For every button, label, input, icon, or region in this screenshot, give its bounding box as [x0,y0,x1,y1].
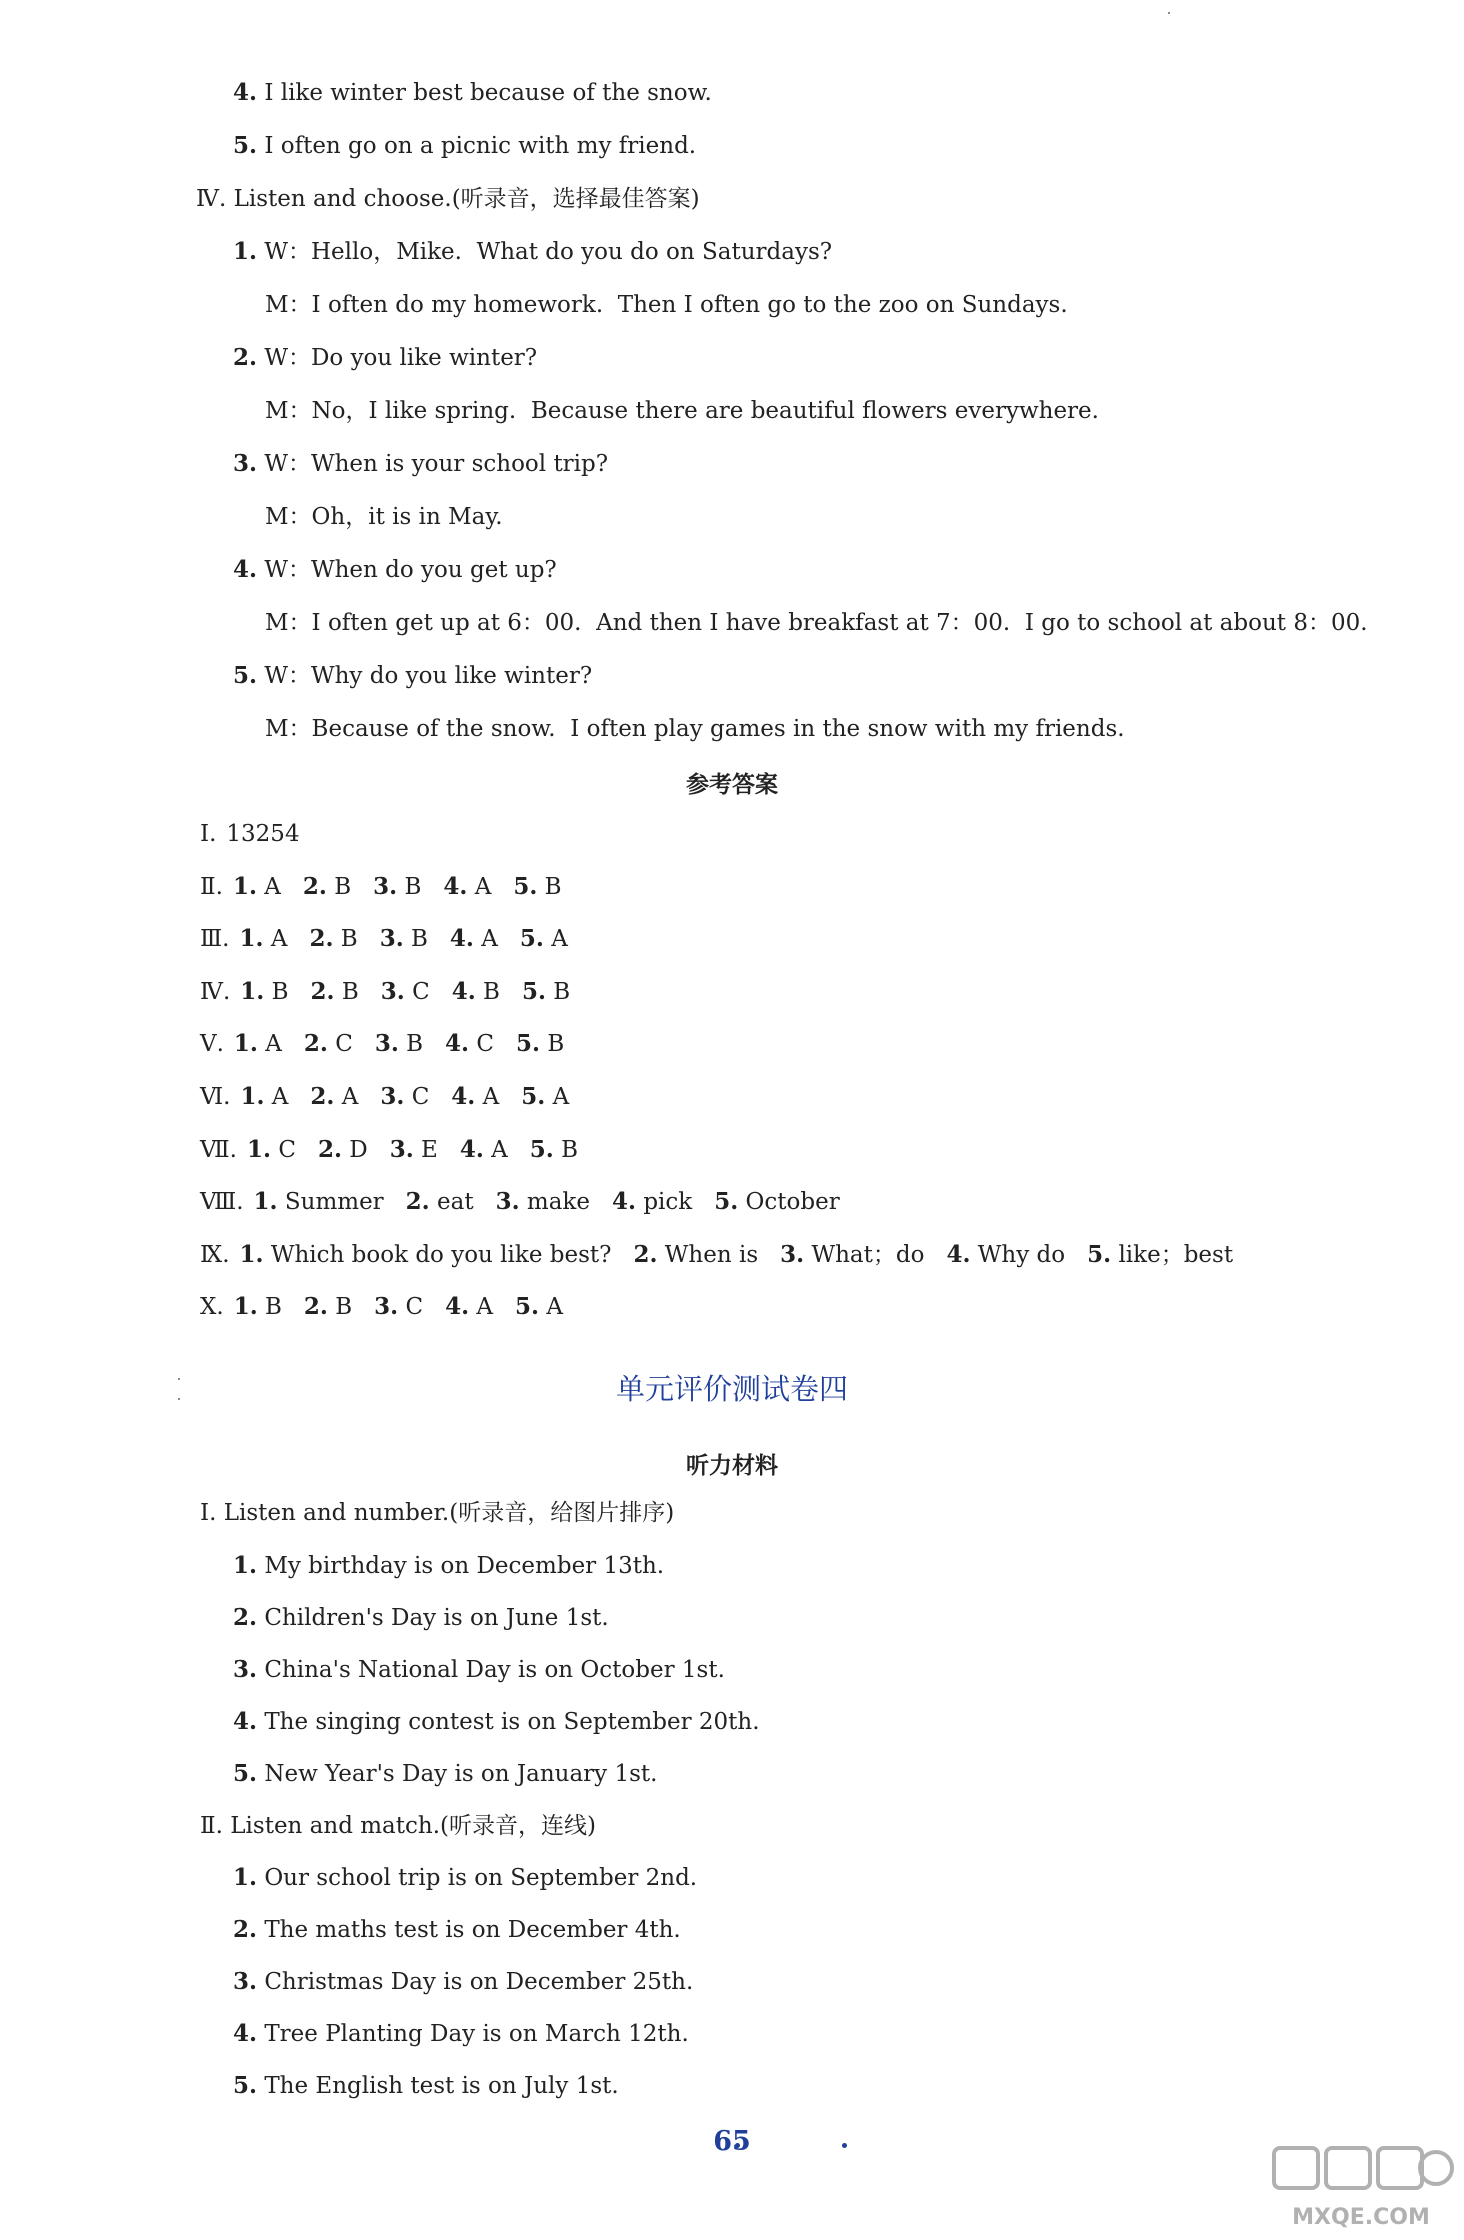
item-text: I like winter best because of the snow. [257,80,712,106]
answer-item [1087,1240,1233,1270]
item-text: New Year's Day is on January 1st. [257,1761,658,1787]
list-item [233,1551,664,1581]
answer-value: E [421,1137,438,1163]
item-number: 3. [233,1968,258,1995]
item-text: China's National Day is on October 1st. [257,1657,725,1683]
answer-value: B [404,874,422,900]
item-number: 2. [233,1916,258,1943]
answer-row [200,924,590,954]
answer-item [460,1135,508,1165]
answer-value: Summer [284,1189,384,1215]
answer-label: Ⅶ. [200,1137,237,1163]
dialog-line-m: M：I often get up at 6：00. And then I have breakfast at 7：00. I go to school at about 8：00. [265,610,1368,636]
section-heading [196,184,700,214]
answer-item [443,872,491,902]
answer-item [303,872,351,902]
answer-label: Ⅸ. [200,1242,230,1268]
answer-value: A [491,1137,508,1163]
answer-row [200,1082,591,1112]
dialog-line-m: M：I often do my homework. Then I often go to the zoo on Sundays. [265,292,1068,318]
dialog-line-w [233,237,832,267]
list-item [233,1915,681,1945]
answer-item [240,924,288,954]
answer-number: 1. [233,1293,258,1320]
answer-number: 1. [247,1136,272,1163]
answer-item [530,1135,578,1165]
answer-number: 4. [451,978,476,1005]
answer-number: 3. [374,1293,399,1320]
item-text: The maths test is on December 4th. [257,1917,681,1943]
section-label: Ⅰ. [200,1500,217,1526]
answer-item [513,872,561,902]
answer-label: Ⅹ. [200,1294,224,1320]
answer-item [406,1187,474,1217]
answer-value: B [340,926,358,952]
answer-label: Ⅲ. [200,926,230,952]
answer-number: 3. [373,873,398,900]
item-number: 2. [233,344,258,371]
answer-number: 5. [529,1136,554,1163]
section-label: Ⅱ. [200,1813,223,1839]
answer-row [200,1292,585,1322]
listening-heading: 听力材料 [686,1453,778,1479]
dialog-line-m: M：Because of the snow. I often play games in the snow with my friends. [265,716,1125,742]
item-number: 1. [233,1864,258,1891]
dialog-line-w [233,661,592,691]
answer-item [240,1240,612,1270]
answer-value: A [546,1294,563,1320]
page-number-dot [842,2143,847,2148]
item-number: 2. [233,1604,258,1631]
dialog-line-w [233,449,608,479]
answer-item [946,1240,1065,1270]
answer-item [380,1082,429,1112]
answer-value: make [526,1189,590,1215]
answer-value: like；best [1118,1242,1234,1268]
answer-value: A [265,1031,282,1057]
answer-item [311,977,359,1007]
answer-value: A [476,1294,494,1320]
item-text: The English test is on July 1st. [257,2073,619,2099]
answer-item [390,1135,438,1165]
answer-item [240,977,288,1007]
list-item [233,1655,725,1685]
answer-number: 3. [379,925,404,952]
answer-number: 2. [310,1083,335,1110]
dialog-line-w [233,555,557,585]
answer-row [200,1029,586,1059]
section-title-text: Listen and choose.(听录音，选择最佳答案) [226,186,700,212]
answer-label: Ⅵ. [200,1084,231,1110]
answer-value: B [265,1294,282,1320]
scan-speck [178,1378,180,1380]
answer-label: Ⅰ. [200,821,217,847]
answer-number: 1. [253,1188,278,1215]
answer-value: C [411,1084,430,1110]
answer-number: 1. [239,925,264,952]
item-text: I often go on a picnic with my friend. [257,133,697,159]
item-number: 4. [233,2020,258,2047]
answer-value: C [278,1137,296,1163]
answer-value: B [561,1137,579,1163]
answer-item [374,1292,423,1322]
answer-item [234,1292,282,1322]
answer-value: B [271,979,289,1005]
answer-value: B [406,1031,424,1057]
answer-number: 1. [240,1083,265,1110]
list-item [233,1707,760,1737]
answer-item [304,1029,353,1059]
answer-number: 2. [317,1136,342,1163]
section-label: Ⅳ. [196,186,227,212]
item-text: My birthday is on December 13th. [257,1553,665,1579]
item-number: 5. [233,662,258,689]
dialog-text: W：When do you get up? [257,557,557,583]
list-item [233,131,696,161]
section-heading [200,1811,596,1841]
answer-item [226,819,299,849]
answer-number: 4. [449,925,474,952]
answer-value: pick [643,1189,693,1215]
answer-item [496,1187,590,1217]
answer-item [234,1029,282,1059]
answer-row [200,819,322,849]
item-number: 5. [233,1760,258,1787]
page-number: 65 [713,2126,751,2157]
item-text: Children's Day is on June 1st. [257,1605,609,1631]
answer-item [521,1082,569,1112]
section-title-text: Listen and match.(听录音，连线) [222,1813,596,1839]
answer-row [200,1240,1255,1270]
answer-number: 1. [240,978,265,1005]
answer-value: eat [437,1189,474,1215]
answer-value: A [551,926,568,952]
item-number: 3. [233,450,258,477]
answer-number: 3. [374,1030,399,1057]
answer-number: 3. [495,1188,520,1215]
answer-number: 4. [451,1083,476,1110]
item-number: 4. [233,79,258,106]
answer-value: A [264,874,281,900]
answer-item [240,1082,288,1112]
answer-item [780,1240,924,1270]
answer-item [254,1187,384,1217]
item-text: Christmas Day is on December 25th. [257,1969,694,1995]
section-title-text: Listen and number.(听录音，给图片排序) [216,1500,675,1526]
watermark-logo [1266,2142,1456,2234]
answer-number: 1. [233,1030,258,1057]
answer-number: 2. [302,873,327,900]
answer-number: 5. [519,925,544,952]
list-item [233,1863,697,1893]
answer-value: B [335,1294,353,1320]
answer-number: 3. [380,978,405,1005]
answer-number: 2. [310,978,335,1005]
answer-row [200,1135,600,1165]
item-number: 1. [233,1552,258,1579]
item-number: 4. [233,556,258,583]
answer-number: 2. [309,925,334,952]
answer-value: A [481,926,498,952]
dialog-text: W：When is your school trip? [257,451,609,477]
answer-value: A [270,926,288,952]
answer-label: Ⅳ. [200,979,231,1005]
answer-value: A [552,1084,570,1110]
answer-value: B [334,874,352,900]
answer-item [445,1292,493,1322]
scan-speck [178,1398,180,1400]
answer-value: 13254 [226,821,300,847]
answer-value: B [483,979,500,1005]
answer-row [200,977,592,1007]
answer-value: A [341,1084,359,1110]
item-text: The singing contest is on September 20th. [257,1709,760,1735]
answer-value: A [271,1084,289,1110]
item-number: 3. [233,1656,258,1683]
dialog-line-m: M：Oh，it is in May. [265,504,503,530]
answer-value: When is [664,1242,759,1268]
item-number: 4. [233,1708,258,1735]
answer-value: What；do [811,1242,925,1268]
answer-value: Why do [977,1242,1066,1268]
answer-number: 4. [445,1030,470,1057]
answer-label: Ⅱ. [200,874,223,900]
answer-item [633,1240,758,1270]
answer-value: B [411,926,428,952]
answer-item [375,1029,423,1059]
answer-value: B [544,874,562,900]
answer-item [452,977,500,1007]
answer-number: 3. [389,1136,414,1163]
answer-number: 4. [946,1241,971,1268]
answer-value: October [745,1189,840,1215]
answer-item [309,924,357,954]
scan-speck [1168,12,1170,14]
list-item [233,78,712,108]
answers-heading: 参考答案 [686,772,778,798]
answer-number: 5. [714,1188,739,1215]
item-number: 1. [233,238,258,265]
answer-value: A [474,874,492,900]
answer-number: 5. [513,873,538,900]
answer-value: C [405,1294,424,1320]
answer-number: 2. [303,1293,328,1320]
answer-number: 4. [443,873,468,900]
answer-value: B [553,979,571,1005]
answer-item [304,1292,352,1322]
answer-number: 4. [611,1188,636,1215]
answer-item [714,1187,839,1217]
item-number: 5. [233,132,258,159]
list-item [233,2071,619,2101]
answer-number: 2. [303,1030,328,1057]
list-item [233,1603,609,1633]
answer-number: 1. [239,1241,264,1268]
answer-number: 3. [780,1241,805,1268]
answer-item [233,872,281,902]
section-heading [200,1498,674,1528]
answer-number: 4. [445,1293,470,1320]
answer-label: Ⅴ. [200,1031,224,1057]
answer-number: 5. [515,1030,540,1057]
answer-item [445,1029,494,1059]
answer-number: 2. [405,1188,430,1215]
answer-number: 5. [515,1293,540,1320]
answer-item [451,1082,499,1112]
answer-number: 5. [1087,1241,1112,1268]
answer-number: 3. [380,1083,405,1110]
list-item [233,1759,657,1789]
dialog-text: W：Do you like winter? [257,345,538,371]
answer-value: C [412,979,430,1005]
answer-value: D [349,1137,368,1163]
item-text: Tree Planting Day is on March 12th. [257,2021,689,2047]
answer-value: Which book do you like best? [270,1242,612,1268]
svg-text:MXQE.COM: MXQE.COM [1292,2205,1430,2230]
dialog-text: W：Hello，Mike. What do you do on Saturdays? [257,239,833,265]
answer-row [200,872,584,902]
answer-value: C [476,1031,494,1057]
dialog-text: W：Why do you like winter? [257,663,593,689]
answer-number: 4. [459,1136,484,1163]
dialog-line-m: M：No，I like spring. Because there are beautiful flowers everywhere. [265,398,1099,424]
answer-item [515,1292,563,1322]
answer-item [522,977,570,1007]
answer-item [450,924,498,954]
answer-item [310,1082,358,1112]
answer-value: A [482,1084,500,1110]
answer-row [200,1187,862,1217]
answer-item [520,924,568,954]
answer-number: 1. [232,873,257,900]
dialog-line-w [233,343,537,373]
answer-number: 2. [633,1241,658,1268]
answer-label: Ⅷ. [200,1189,244,1215]
answer-item [612,1187,692,1217]
answer-item [247,1135,296,1165]
answer-item [381,977,430,1007]
answer-item [373,872,421,902]
answer-item [516,1029,564,1059]
answer-value: C [335,1031,353,1057]
answer-number: 5. [521,1083,546,1110]
answer-item [380,924,428,954]
item-text: Our school trip is on September 2nd. [257,1865,698,1891]
answer-value: B [341,979,359,1005]
item-number: 5. [233,2072,258,2099]
unit-title: 单元评价测试卷四 [615,1372,848,1406]
answer-number: 5. [521,978,546,1005]
answer-item [318,1135,368,1165]
list-item [233,1967,693,1997]
answer-value: B [547,1031,565,1057]
list-item [233,2019,689,2049]
